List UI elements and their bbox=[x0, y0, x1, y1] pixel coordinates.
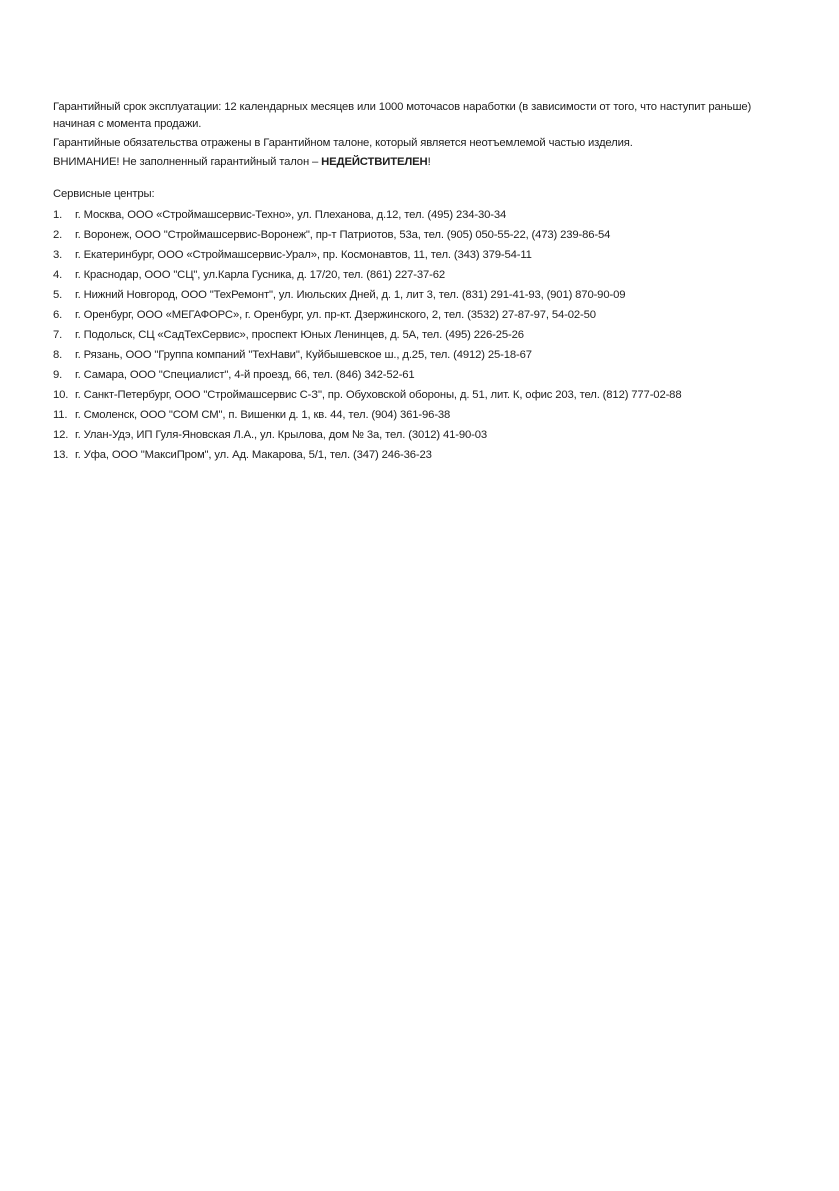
list-item-number: 11. bbox=[53, 409, 68, 421]
document-page bbox=[53, 98, 813, 465]
list-item-number: 5. bbox=[53, 289, 63, 301]
warranty-attention-line bbox=[53, 153, 813, 172]
list-item bbox=[53, 405, 813, 425]
list-item-number: 9. bbox=[53, 369, 63, 381]
list-item-text: г. Рязань, ООО "Группа компаний "ТехНави", Куйбышевское ш., д.25, тел. (4912) 25-18-67 bbox=[75, 349, 532, 361]
service-centers-list bbox=[53, 205, 813, 465]
warranty-term-line-continued: начиная с момента продажи. bbox=[53, 118, 202, 130]
list-item-text: г. Оренбург, ООО «МЕГАФОРС», г. Оренбург, ул. пр-кт. Дзержинского, 2, тел. (3532) 27-87-97, 54-02-50 bbox=[75, 309, 596, 321]
list-item-text: г. Екатеринбург, ООО «Строймашсервис-Урал», пр. Космонавтов, 11, тел. (343) 379-54-11 bbox=[75, 249, 532, 261]
list-item bbox=[53, 425, 813, 445]
list-item-number: 8. bbox=[53, 349, 63, 361]
list-item-text: г. Уфа, ООО "МаксиПром", ул. Ад. Макарова, 5/1, тел. (347) 246-36-23 bbox=[75, 449, 432, 461]
attention-text: ВНИМАНИЕ! Не заполненный гарантийный талон – bbox=[53, 156, 322, 168]
service-centers-heading: Сервисные центры: bbox=[53, 188, 155, 200]
list-item-number: 12. bbox=[53, 429, 69, 441]
warranty-obligations-line: Гарантийные обязательства отражены в Гарантийном талоне, который является неотъемлемой частью изделия. bbox=[53, 137, 633, 149]
list-item-number: 2. bbox=[53, 229, 63, 241]
list-item bbox=[53, 365, 813, 385]
list-item-number: 1. bbox=[53, 209, 63, 221]
invalid-emphasis: НЕДЕЙСТВИТЕЛЕН bbox=[321, 156, 428, 168]
list-item-text: г. Санкт-Петербург, ООО "Строймашсервис С-З", пр. Обуховской обороны, д. 51, лит. К, офис 203, тел. (812) 777-02-88 bbox=[75, 389, 682, 401]
list-item-text: г. Нижний Новгород, ООО "ТехРемонт", ул. Июльских Дней, д. 1, лит 3, тел. (831) 291-41-93, (901) 870-90-09 bbox=[75, 289, 626, 301]
list-item bbox=[53, 325, 813, 345]
warranty-section bbox=[53, 98, 813, 172]
list-item-text: г. Москва, ООО «Строймашсервис-Техно», ул. Плеханова, д.12, тел. (495) 234-30-34 bbox=[75, 209, 507, 221]
list-item-text: г. Улан-Удэ, ИП Гуля-Яновская Л.А., ул. Крылова, дом № 3а, тел. (3012) 41-90-03 bbox=[75, 429, 487, 441]
list-item-text: г. Воронеж, ООО "Строймашсервис-Воронеж", пр-т Патриотов, 53а, тел. (905) 050-55-22, (473) 239-86-54 bbox=[75, 229, 611, 241]
list-item bbox=[53, 265, 813, 285]
list-item-text: г. Смоленск, ООО "СОМ СМ", п. Вишенки д. 1, кв. 44, тел. (904) 361-96-38 bbox=[75, 409, 451, 421]
list-item bbox=[53, 345, 813, 365]
attention-suffix: ! bbox=[427, 156, 431, 168]
list-item bbox=[53, 225, 813, 245]
list-item bbox=[53, 305, 813, 325]
list-item bbox=[53, 445, 813, 465]
list-item bbox=[53, 245, 813, 265]
list-item bbox=[53, 205, 813, 225]
list-item bbox=[53, 385, 813, 405]
list-item-number: 10. bbox=[53, 389, 69, 401]
list-item-text: г. Самара, ООО "Специалист", 4-й проезд, 66, тел. (846) 342-52-61 bbox=[75, 369, 415, 381]
list-item-number: 4. bbox=[53, 269, 63, 281]
list-item-number: 7. bbox=[53, 329, 63, 341]
list-item-number: 3. bbox=[53, 249, 63, 261]
list-item-text: г. Подольск, СЦ «СадТехСервис», проспект Юных Ленинцев, д. 5А, тел. (495) 226-25-26 bbox=[75, 329, 524, 341]
list-item-text: г. Краснодар, ООО "СЦ", ул.Карла Гусника, д. 17/20, тел. (861) 227-37-62 bbox=[75, 269, 446, 281]
warranty-term-line: Гарантийный срок эксплуатации: 12 календарных месяцев или 1000 моточасов наработки (в зависимости от того, что наступит раньше) bbox=[53, 101, 752, 113]
list-item-number: 13. bbox=[53, 449, 69, 461]
list-item bbox=[53, 285, 813, 305]
list-item-number: 6. bbox=[53, 309, 63, 321]
